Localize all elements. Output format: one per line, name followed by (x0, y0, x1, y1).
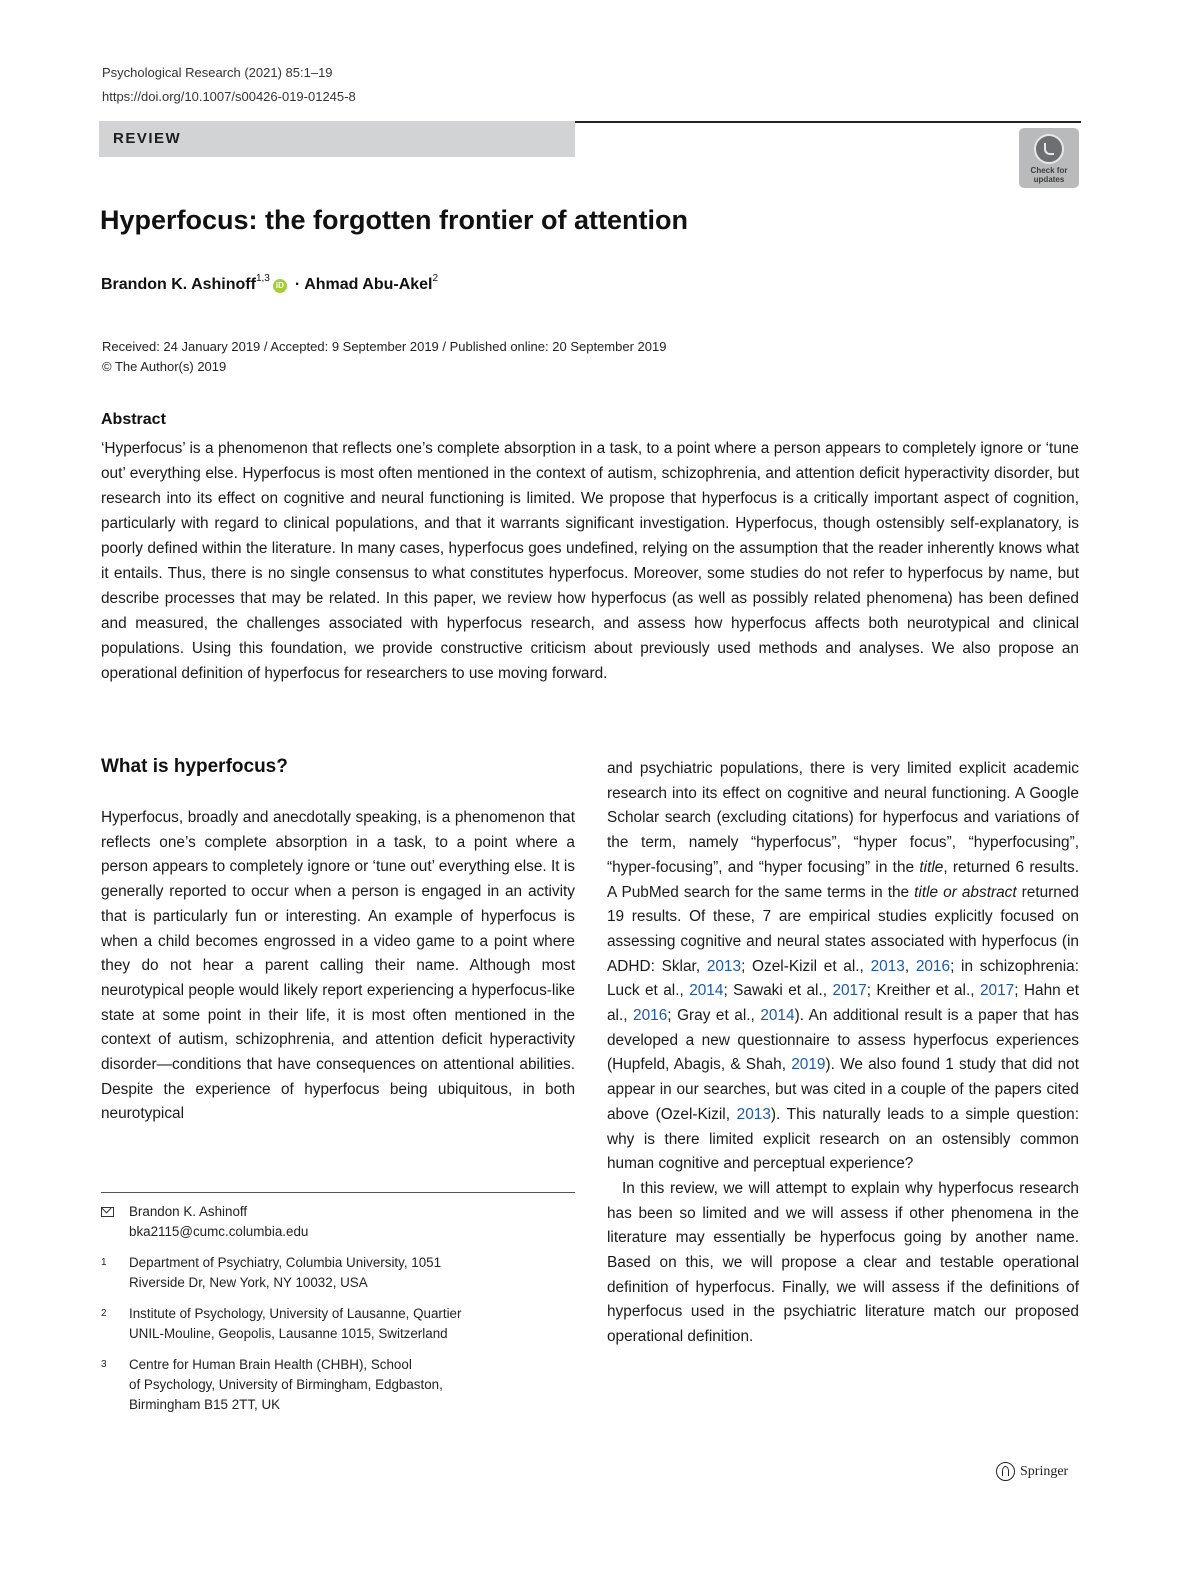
corresponding-author-email[interactable]: bka2115@cumc.columbia.edu (129, 1224, 309, 1239)
left-column (101, 806, 575, 1127)
article-title: Hyperfocus: the forgotten frontier of attention (100, 205, 688, 235)
body-paragraph: In this review, we will attempt to explain why hyperfocus research has been so limited and we will assess if other phenomena in the literature may essentially be hyperfocus going by another name. Based on this, we will propose a clear and testable operational definition of hyperfocus. Finally, we will assess if the definitions of hyperfocus used in the psychiatric literature match our proposed operational definition. (607, 1179, 1079, 1346)
orcid-icon[interactable]: iD (273, 279, 287, 293)
author-name[interactable]: Ahmad Abu-Akel (304, 276, 433, 293)
corresponding-author-name: Brandon K. Ashinoff (129, 1204, 248, 1219)
affiliation-line: Institute of Psychology, University of Lausanne, Quartier (129, 1306, 462, 1321)
affiliation-footnote (101, 1253, 575, 1293)
affiliation-line: Department of Psychiatry, Columbia University, 1051 (129, 1255, 442, 1270)
section-type-label: REVIEW (113, 130, 182, 147)
section-type-bar (99, 121, 575, 157)
emphasis: title or abstract (914, 883, 1017, 901)
author-separator: · (294, 276, 301, 293)
citation-link[interactable]: 2014 (760, 1007, 795, 1025)
author-list (101, 273, 439, 294)
body-paragraph: and psychiatric populations, there is very limited explicit academic research into its effect on cognitive and neural functioning. A Google Scholar search (excluding citations) for hyperfocus and variations of the term, namely “hyperfocus”, “hyper focus”, “hyperfocusing”, “hyper-focusing”, and “hyper focusing” in the title, returned 6 results. A PubMed search for the same terms in the title or abstract returned 19 results. Of these, 7 are empirical studies explicitly focused on assessing cognitive and neural states associated with hyperfocus (in ADHD: Sklar, 2013; Ozel-Kizil et al., 2013, 2016; in schizophrenia: Luck et al., 2014; Sawaki et al., 2017; Kreither et al., 2017; Hahn et al., 2016; Gray et al., 2014). An additional result is a paper that has developed a new questionnaire to assess hyperfocus experiences (Hupfeld, Abagis, & Shah, 2019). We also found 1 study that did not appear in our searches, but was cited in a couple of the papers cited above (Ozel-Kizil, 2013). This naturally leads to a simple question: why is there limited explicit research on an ostensibly common human cognitive and perceptual experience? (607, 760, 1080, 1173)
author-affiliation-marks: 1,3 (255, 273, 270, 284)
journal-reference: Psychological Research (2021) 85:1–19 (102, 65, 333, 80)
abstract-heading: Abstract (101, 411, 166, 428)
publication-dates (102, 337, 666, 377)
citation-link[interactable]: 2016 (915, 957, 951, 975)
citation-link[interactable]: 2017 (979, 982, 1015, 1000)
citation-link[interactable]: 2013 (706, 957, 742, 975)
check-for-updates-badge[interactable] (1019, 128, 1079, 188)
footnote-mark: 1 (101, 1257, 107, 1268)
right-column (607, 757, 1079, 1350)
footnote-divider (101, 1192, 575, 1193)
corresponding-author (101, 1202, 575, 1242)
affiliation-footnote (101, 1304, 575, 1344)
publisher-logo (996, 1462, 1068, 1481)
citation-link[interactable]: 2017 (832, 982, 867, 1000)
author-name[interactable]: Brandon K. Ashinoff (101, 276, 256, 293)
citation-link[interactable]: 2016 (633, 1007, 668, 1025)
publisher-name: Springer (1020, 1463, 1069, 1479)
header-rule (575, 121, 1081, 123)
springer-horse-icon (996, 1462, 1015, 1481)
citation-link[interactable]: 2013 (870, 957, 905, 975)
author-affiliation-marks: 2 (432, 273, 439, 284)
emphasis: title (919, 858, 944, 876)
body-paragraph: Hyperfocus, broadly and anecdotally speaking, is a phenomenon that reflects one’s complete absorption in a task, to a point where a person appears to completely ignore or ‘tune out’ everything else. It is generally reported to occur when a person is engaged in an activity that is particularly fun or interesting. An example of hyperfocus is when a child becomes engrossed in a video game to a point where they do not hear a parent calling their name. Although most neurotypical people would likely report experiencing a hyperfocus-like state at some point in their life, it is most often mentioned in the context of autism, schizophrenia, and attention deficit hyperactivity disorder—conditions that have consequences on attentional abilities. Despite the experience of hyperfocus being ubiquitous, in both neurotypical (101, 809, 575, 1123)
affiliation-footnote (101, 1355, 575, 1415)
affiliation-line: Birmingham B15 2TT, UK (129, 1397, 281, 1412)
affiliation-line: UNIL-Mouline, Geopolis, Lausanne 1015, Switzerland (129, 1326, 448, 1341)
abstract-text: ‘Hyperfocus’ is a phenomenon that reflects one’s complete absorption in a task, to a point where a person appears to completely ignore or ‘tune out’ everything else. Hyperfocus is most often mentioned in the context of autism, schizophrenia, and attention deficit hyperactivity disorder, but research into its effect on cognitive and neural functioning is limited. We propose that hyperfocus is a critically important aspect of cognition, particularly with regard to clinical populations, and that it warrants significant investigation. Hyperfocus, though ostensibly self-explanatory, is poorly defined within the literature. In many cases, hyperfocus goes undefined, relying on the assumption that the reader inherently knows what it entails. Thus, there is no single consensus to what constitutes hyperfocus. Moreover, some studies do not refer to hyperfocus by name, but describe processes that may be related. In this paper, we review how hyperfocus (as well as possibly related phenomena) has been defined and measured, the challenges associated with hyperfocus research, and assess how hyperfocus affects both neurotypical and clinical populations. Using this foundation, we provide constructive criticism about previously used methods and analyses. We also propose an operational definition of hyperfocus for researchers to use moving forward. (101, 440, 1079, 682)
footnotes (101, 1202, 575, 1426)
history-dates: Received: 24 January 2019 / Accepted: 9 September 2019 / Published online: 20 September 2019 (102, 339, 667, 354)
citation-link[interactable]: 2013 (736, 1105, 771, 1123)
citation-link[interactable]: 2019 (791, 1056, 826, 1074)
affiliation-line: of Psychology, University of Birmingham, Edgbaston, (129, 1377, 443, 1392)
affiliation-line: Centre for Human Brain Health (CHBH), School (129, 1357, 412, 1372)
copyright-line: © The Author(s) 2019 (102, 359, 227, 374)
section-heading: What is hyperfocus? (101, 756, 288, 777)
footnote-mark: 2 (101, 1308, 107, 1319)
check-updates-label: Check for updates (1030, 166, 1068, 184)
envelope-icon (101, 1207, 114, 1217)
citation-link[interactable]: 2014 (689, 982, 724, 1000)
footnote-mark: 3 (101, 1359, 107, 1370)
check-updates-icon (1034, 134, 1064, 164)
affiliation-line: Riverside Dr, New York, NY 10032, USA (129, 1275, 368, 1290)
doi-link[interactable]: https://doi.org/10.1007/s00426-019-01245-8 (102, 89, 356, 104)
